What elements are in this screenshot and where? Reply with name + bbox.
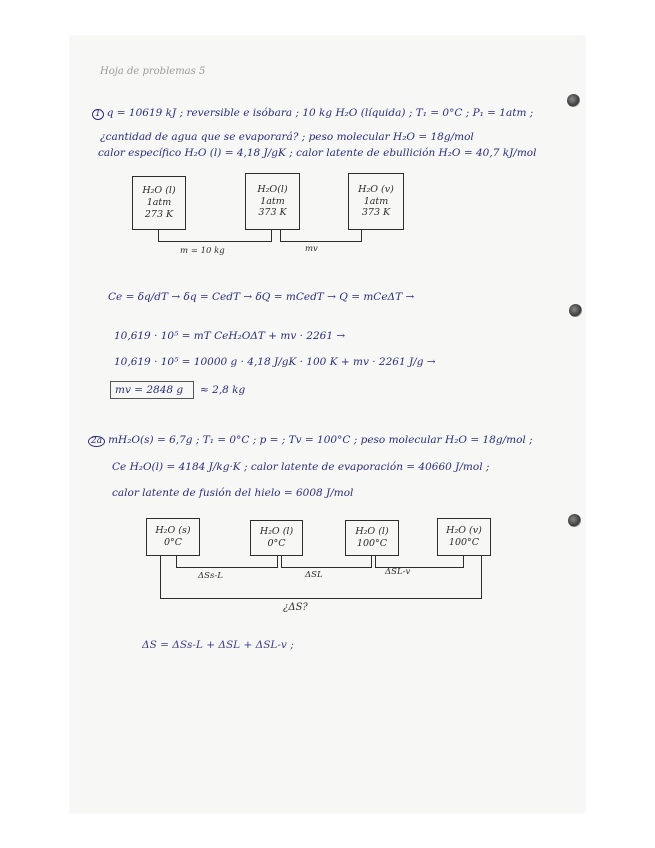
step-3-right xyxy=(463,556,464,568)
equation-2: 10,619 · 10⁵ = mT CeH₂OΔT + mv · 2261 → xyxy=(114,330,346,342)
step-1-right xyxy=(277,556,278,568)
state-box-1-text: H₂O (l) 1atm 273 K xyxy=(142,185,176,220)
problem2-number: 2a xyxy=(88,436,105,447)
result-approx: ≈ 2,8 kg xyxy=(200,384,246,396)
state-box-3-text: H₂O (v) 1atm 373 K xyxy=(358,183,394,219)
total-left xyxy=(160,556,161,599)
state-box-1 xyxy=(132,176,186,230)
connector-1-2-right xyxy=(271,230,272,242)
page-title: Hoja de problemas 5 xyxy=(100,66,206,77)
phase-box-3 xyxy=(345,520,399,556)
vapor-mass-label: mv xyxy=(305,244,318,254)
problem1-number: 1 xyxy=(92,109,104,120)
connector-2-3-right xyxy=(361,230,362,242)
entropy-equation: ΔS = ΔSs-L + ΔSL + ΔSL-v ; xyxy=(142,639,294,651)
problem2-line2: Ce H₂O(l) = 4184 J/kg·K ; calor latente de evaporación = 40660 J/mol ; xyxy=(112,461,490,473)
total-right xyxy=(481,556,482,599)
result-value: mv = 2848 g xyxy=(115,384,184,396)
state-box-3 xyxy=(348,173,404,230)
binder-hole-top xyxy=(567,94,580,107)
entropy-liquid-vapor-label: ΔSL-v xyxy=(385,567,411,577)
problem2-line3: calor latente de fusión del hielo = 6008 J/mol xyxy=(112,487,354,499)
problem1-line1 xyxy=(92,108,533,120)
connector-2-3-bottom xyxy=(280,241,362,242)
equation-1: Ce = δq/dT → δq = CedT → δQ = mCedT → Q = mCeΔT → xyxy=(108,291,415,303)
total-bottom xyxy=(160,598,482,599)
state-box-2 xyxy=(245,173,300,230)
problem2-line1 xyxy=(88,435,533,447)
phase-box-1 xyxy=(146,518,200,556)
phase-box-3-text: H₂O (l) 100°C xyxy=(355,526,389,549)
phase-box-2 xyxy=(250,520,303,556)
phase-box-4-text: H₂O (v) 100°C xyxy=(446,525,482,548)
problem1-statement-1: q = 10619 kJ ; reversible e isóbara ; 10 kg H₂O (líquida) ; T₁ = 0°C ; P₁ = 1atm ; xyxy=(106,107,534,119)
step-1-bottom xyxy=(176,567,278,568)
mass-label: m = 10 kg xyxy=(180,246,225,256)
step-2-bottom xyxy=(281,567,372,568)
entropy-solid-liquid-label: ΔSs-L xyxy=(198,571,223,581)
problem1-line2: ¿cantidad de agua que se evaporará? ; peso molecular H₂O = 18g/mol xyxy=(100,131,474,143)
step-2-right xyxy=(371,556,372,568)
phase-box-4 xyxy=(437,518,491,556)
connector-1-2-bottom xyxy=(158,241,272,242)
equation-3: 10,619 · 10⁵ = 10000 g · 4,18 J/gK · 100 K + mv · 2261 J/g → xyxy=(114,356,436,368)
state-box-2-text: H₂O(l) 1atm 373 K xyxy=(257,183,288,219)
phase-box-1-text: H₂O (s) 0°C xyxy=(155,525,191,548)
problem1-line3: calor específico H₂O (l) = 4,18 J/gK ; calor latente de ebullición H₂O = 40,7 kJ/mol xyxy=(98,147,537,159)
phase-box-2-text: H₂O (l) 0°C xyxy=(259,526,294,549)
binder-hole-middle xyxy=(569,304,582,317)
entropy-total-label: ¿ΔS? xyxy=(283,602,308,613)
entropy-liquid-label: ΔSL xyxy=(305,570,323,580)
problem2-statement-1: mH₂O(s) = 6,7g ; T₁ = 0°C ; p = ; Tv = 100°C ; peso molecular H₂O = 18g/mol ; xyxy=(108,434,533,446)
binder-hole-bottom xyxy=(568,514,581,527)
